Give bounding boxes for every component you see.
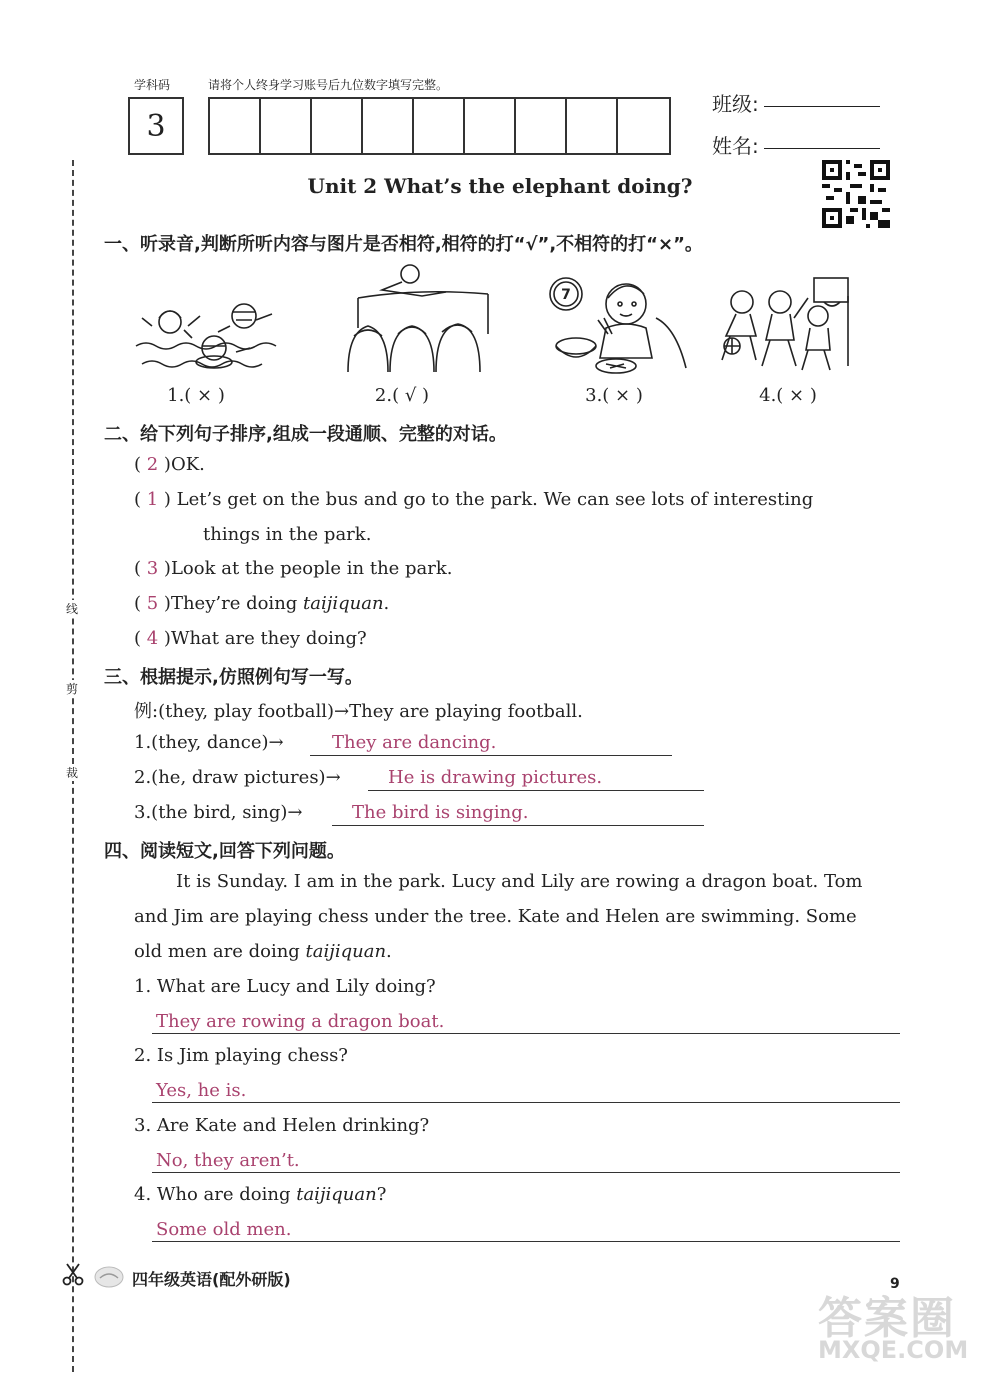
name-label: 姓名: [712, 134, 759, 158]
order-item: ( 2 )OK. [134, 454, 205, 475]
answer-line-2[interactable] [368, 790, 704, 791]
answer-item-3: 3.( × ) [585, 385, 643, 406]
order-sentence: Let’s get on the bus and go to the park. We can see lots of interesting [176, 489, 814, 510]
digit-box[interactable] [414, 99, 465, 153]
svg-text:7: 7 [561, 287, 571, 303]
passage-line [134, 941, 392, 962]
order-sentence-continued: things in the park. [203, 524, 372, 545]
prompt-1: 1.(they, dance)→ [134, 732, 284, 753]
answer-line-q4[interactable] [152, 1241, 900, 1242]
question-1: 1. What are Lucy and Lily doing? [134, 976, 436, 997]
digit-box[interactable] [261, 99, 312, 153]
order-item: ( 4 )What are they doing? [134, 628, 367, 649]
question-4-answer: Some old men. [156, 1219, 292, 1240]
account-instruction: 请将个人终身学习账号后九位数字填写完整。 [208, 78, 449, 92]
order-number: 2 [146, 454, 159, 475]
question-3: 3. Are Kate and Helen drinking? [134, 1115, 430, 1136]
digit-box[interactable] [567, 99, 618, 153]
passage-tail: . [386, 941, 392, 962]
written-answer-2: He is drawing pictures. [388, 767, 603, 788]
question-4-tail: ? [376, 1184, 387, 1205]
order-number: 4 [146, 628, 159, 649]
margin-char: 线 [65, 602, 78, 616]
high-jump-picture [338, 262, 490, 382]
order-sentence-italic: taijiquan [303, 593, 384, 614]
margin-char: 剪 [65, 682, 78, 696]
order-sentence: What are they doing? [170, 628, 367, 649]
section4-heading: 四、阅读短文,回答下列问题。 [104, 841, 345, 862]
watermark-url: MXQE.COM [818, 1336, 969, 1364]
class-field[interactable] [764, 106, 880, 107]
question-2-answer: Yes, he is. [156, 1080, 247, 1101]
question-4-text: 4. Who are doing [134, 1184, 297, 1205]
book-title: 四年级英语(配外研版) [132, 1270, 291, 1289]
answer-item-4: 4.( × ) [759, 385, 817, 406]
watermark-logo: 答案圈 [818, 1293, 956, 1344]
class-label: 班级: [712, 92, 759, 116]
section3-heading: 三、根据提示,仿照例句写一写。 [104, 667, 363, 688]
answer-line-q3[interactable] [152, 1172, 900, 1173]
order-sentence: OK. [170, 454, 205, 475]
prompt-3: 3.(the bird, sing)→ [134, 802, 303, 823]
question-2: 2. Is Jim playing chess? [134, 1045, 348, 1066]
answer-item-2: 2.( √ ) [374, 385, 430, 406]
section2-heading: 二、给下列句子排序,组成一段通顺、完整的对话。 [104, 424, 507, 445]
digit-box[interactable] [363, 99, 414, 153]
digit-box[interactable] [210, 99, 261, 153]
answer-line-q1[interactable] [152, 1033, 900, 1034]
section1-heading: 一、听录音,判断所听内容与图片是否相符,相符的打“√”,不相符的打“×”。 [104, 234, 703, 255]
margin-char: 裁 [65, 766, 78, 780]
order-sentence: Look at the people in the park. [170, 558, 453, 579]
subject-code-box [128, 97, 184, 155]
scissors-icon [62, 1262, 84, 1286]
page-title: Unit 2 What’s the elephant doing? [307, 174, 693, 198]
passage-line: and Jim are playing chess under the tree. Kate and Helen are swimming. Some [134, 906, 857, 927]
order-item: ( 3 )Look at the people in the park. [134, 558, 453, 579]
eating-picture [546, 268, 698, 380]
order-number: 3 [146, 558, 159, 579]
question-3-answer: No, they aren’t. [156, 1150, 300, 1171]
order-item: ( 1 ) Let’s get on the bus and go to the park. We can see lots of interesting [134, 489, 814, 510]
order-number: 1 [146, 489, 159, 510]
page-number: 9 [890, 1276, 900, 1292]
written-answer-3: The bird is singing. [352, 802, 529, 823]
digit-box[interactable] [312, 99, 363, 153]
swimming-picture [132, 286, 284, 386]
order-sentence: They’re doing [170, 593, 304, 614]
example-sentence: 例:(they, play football)→They are playing football. [134, 701, 583, 722]
book-logo-icon [94, 1266, 124, 1288]
subject-code-value: 3 [146, 108, 166, 144]
digit-box[interactable] [465, 99, 516, 153]
passage-line: It is Sunday. I am in the park. Lucy and Lily are rowing a dragon boat. Tom [176, 871, 863, 892]
order-sentence-tail: . [383, 593, 390, 614]
account-digit-boxes[interactable] [208, 97, 671, 155]
prompt-2: 2.(he, draw pictures)→ [134, 767, 341, 788]
question-4 [134, 1184, 386, 1205]
written-answer-1: They are dancing. [332, 732, 497, 753]
digit-box[interactable] [516, 99, 567, 153]
question-4-italic: taijiquan [296, 1184, 377, 1205]
answer-item-1: 1.( × ) [167, 385, 225, 406]
answer-line-3[interactable] [332, 825, 704, 826]
order-item: ( 5 )They’re doing taijiquan. [134, 593, 390, 614]
qr-code-icon [822, 160, 890, 228]
name-field[interactable] [764, 148, 880, 149]
basketball-picture [714, 272, 866, 382]
answer-line-1[interactable] [310, 755, 672, 756]
digit-box[interactable] [618, 99, 669, 153]
subject-code-label: 学科码 [134, 78, 171, 92]
answer-line-q2[interactable] [152, 1102, 900, 1103]
passage-italic: taijiquan [305, 941, 387, 962]
passage-text: old men are doing [134, 941, 306, 962]
question-1-answer: They are rowing a dragon boat. [156, 1011, 445, 1032]
order-number: 5 [146, 593, 159, 614]
